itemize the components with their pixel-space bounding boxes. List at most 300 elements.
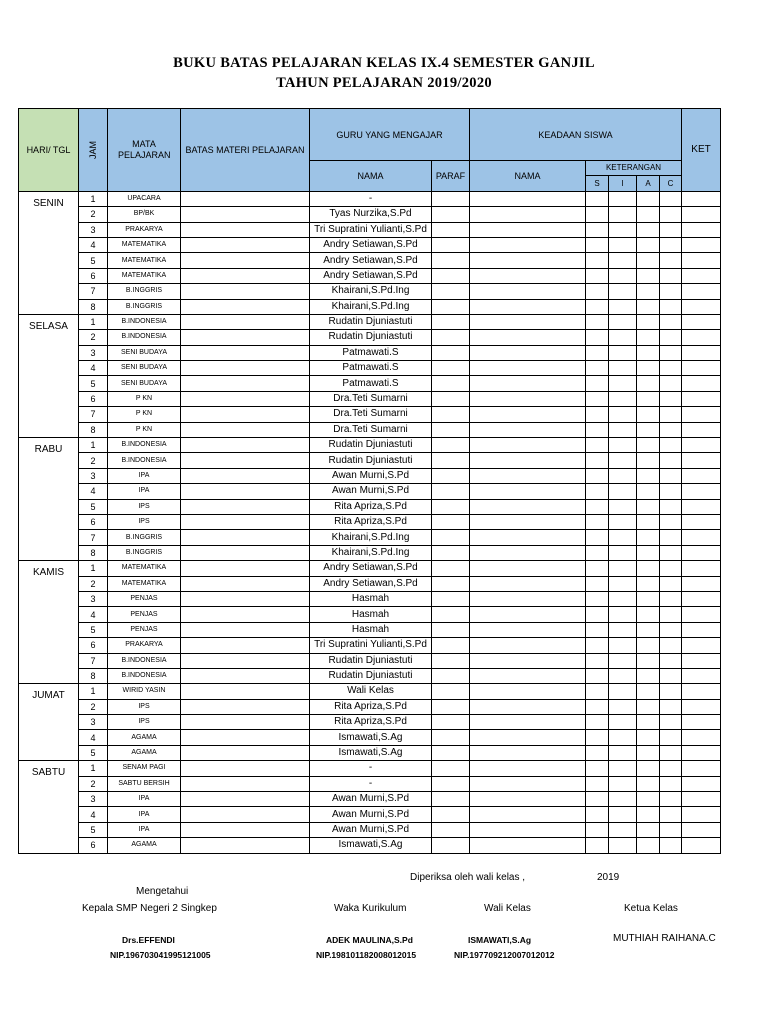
table-row — [19, 792, 721, 807]
jam-cell: 7 — [79, 530, 108, 545]
table-row — [19, 468, 721, 483]
c-cell — [660, 284, 682, 299]
mapel-cell: SENI BUDAYA — [108, 361, 181, 376]
i-cell — [609, 668, 637, 683]
guru-cell: Hasmah — [310, 607, 432, 622]
batas-materi-cell — [181, 391, 310, 406]
a-cell — [637, 484, 660, 499]
nama-siswa-cell — [470, 730, 586, 745]
a-cell — [637, 622, 660, 637]
s-cell — [586, 530, 609, 545]
i-cell — [609, 761, 637, 776]
mapel-cell: IPS — [108, 499, 181, 514]
guru-cell: Khairani,S.Pd.Ing — [310, 545, 432, 560]
c-cell — [660, 468, 682, 483]
jam-cell: 4 — [79, 361, 108, 376]
a-cell — [637, 591, 660, 606]
waka-nip: NIP.198101182008012015 — [316, 950, 417, 960]
c-cell — [660, 684, 682, 699]
header-nama-siswa: NAMA — [470, 161, 586, 192]
nama-siswa-cell — [470, 438, 586, 453]
a-cell — [637, 468, 660, 483]
header-paraf: PARAF — [432, 161, 470, 192]
jam-cell: 4 — [79, 237, 108, 252]
guru-cell: Tri Supratini Yulianti,S.Pd — [310, 222, 432, 237]
i-cell — [609, 792, 637, 807]
paraf-cell — [432, 376, 470, 391]
batas-materi-cell — [181, 838, 310, 853]
header-c: C — [660, 176, 682, 191]
table-row — [19, 761, 721, 776]
guru-cell: Andry Setiawan,S.Pd — [310, 253, 432, 268]
batas-materi-cell — [181, 792, 310, 807]
table-row — [19, 314, 721, 329]
i-cell — [609, 484, 637, 499]
nama-siswa-cell — [470, 268, 586, 283]
table-row — [19, 576, 721, 591]
a-cell — [637, 284, 660, 299]
a-cell — [637, 422, 660, 437]
i-cell — [609, 530, 637, 545]
paraf-cell — [432, 792, 470, 807]
jam-cell: 2 — [79, 453, 108, 468]
nama-siswa-cell — [470, 715, 586, 730]
guru-cell: Andry Setiawan,S.Pd — [310, 237, 432, 252]
s-cell — [586, 622, 609, 637]
ket-cell — [682, 191, 721, 206]
nama-siswa-cell — [470, 745, 586, 760]
nama-siswa-cell — [470, 361, 586, 376]
mapel-cell: B.INGGRIS — [108, 299, 181, 314]
c-cell — [660, 622, 682, 637]
c-cell — [660, 838, 682, 853]
nama-siswa-cell — [470, 638, 586, 653]
guru-cell: Ismawati,S.Ag — [310, 730, 432, 745]
guru-cell: Dra.Teti Sumarni — [310, 422, 432, 437]
guru-cell: Awan Murni,S.Pd — [310, 822, 432, 837]
day-name: RABU — [19, 438, 79, 561]
nama-siswa-cell — [470, 499, 586, 514]
nama-siswa-cell — [470, 822, 586, 837]
mapel-cell: MATEMATIKA — [108, 253, 181, 268]
header-keadaan: KEADAAN SISWA — [470, 109, 682, 161]
guru-cell: Rudatin Djuniastuti — [310, 438, 432, 453]
nama-siswa-cell — [470, 514, 586, 529]
header-hari: HARI/ TGL — [19, 109, 79, 192]
table-row — [19, 745, 721, 760]
jam-cell: 8 — [79, 668, 108, 683]
batas-materi-cell — [181, 361, 310, 376]
ket-cell — [682, 792, 721, 807]
nama-siswa-cell — [470, 299, 586, 314]
c-cell — [660, 730, 682, 745]
paraf-cell — [432, 484, 470, 499]
batas-materi-cell — [181, 653, 310, 668]
ket-cell — [682, 561, 721, 576]
i-cell — [609, 576, 637, 591]
mapel-cell: IPA — [108, 792, 181, 807]
s-cell — [586, 607, 609, 622]
header-i: I — [609, 176, 637, 191]
s-cell — [586, 453, 609, 468]
table-row — [19, 530, 721, 545]
batas-materi-cell — [181, 561, 310, 576]
mapel-cell: IPA — [108, 468, 181, 483]
s-cell — [586, 761, 609, 776]
a-cell — [637, 407, 660, 422]
diperiksa-text: Diperiksa oleh wali kelas , — [410, 872, 526, 883]
guru-cell: - — [310, 191, 432, 206]
i-cell — [609, 391, 637, 406]
nama-siswa-cell — [470, 330, 586, 345]
table-row — [19, 607, 721, 622]
c-cell — [660, 715, 682, 730]
mapel-cell: AGAMA — [108, 745, 181, 760]
s-cell — [586, 576, 609, 591]
nama-siswa-cell — [470, 484, 586, 499]
i-cell — [609, 653, 637, 668]
mapel-cell: P KN — [108, 407, 181, 422]
ket-cell — [682, 484, 721, 499]
a-cell — [637, 745, 660, 760]
s-cell — [586, 514, 609, 529]
c-cell — [660, 330, 682, 345]
c-cell — [660, 822, 682, 837]
nama-siswa-cell — [470, 807, 586, 822]
mapel-cell: B.INDONESIA — [108, 330, 181, 345]
c-cell — [660, 407, 682, 422]
mapel-cell: SABTU BERSIH — [108, 776, 181, 791]
guru-cell: Rudatin Djuniastuti — [310, 314, 432, 329]
paraf-cell — [432, 468, 470, 483]
paraf-cell — [432, 207, 470, 222]
a-cell — [637, 345, 660, 360]
paraf-cell — [432, 745, 470, 760]
ket-cell — [682, 438, 721, 453]
ket-cell — [682, 422, 721, 437]
a-cell — [637, 207, 660, 222]
table-row — [19, 730, 721, 745]
jam-cell: 3 — [79, 715, 108, 730]
s-cell — [586, 545, 609, 560]
guru-cell: Awan Murni,S.Pd — [310, 468, 432, 483]
jam-cell: 6 — [79, 838, 108, 853]
page-subtitle: TAHUN PELAJARAN 2019/2020 — [276, 75, 492, 91]
c-cell — [660, 453, 682, 468]
table-row — [19, 299, 721, 314]
i-cell — [609, 838, 637, 853]
batas-materi-cell — [181, 730, 310, 745]
nama-siswa-cell — [470, 407, 586, 422]
a-cell — [637, 668, 660, 683]
jam-cell: 4 — [79, 484, 108, 499]
jam-cell: 2 — [79, 576, 108, 591]
guru-cell: Wali Kelas — [310, 684, 432, 699]
paraf-cell — [432, 253, 470, 268]
i-cell — [609, 745, 637, 760]
ket-cell — [682, 453, 721, 468]
guru-cell: - — [310, 761, 432, 776]
guru-cell: Andry Setiawan,S.Pd — [310, 561, 432, 576]
c-cell — [660, 807, 682, 822]
s-cell — [586, 684, 609, 699]
batas-materi-cell — [181, 376, 310, 391]
guru-cell: Ismawati,S.Ag — [310, 838, 432, 853]
guru-cell: Andry Setiawan,S.Pd — [310, 268, 432, 283]
header-s: S — [586, 176, 609, 191]
batas-materi-cell — [181, 607, 310, 622]
jam-cell: 8 — [79, 299, 108, 314]
paraf-cell — [432, 591, 470, 606]
c-cell — [660, 576, 682, 591]
wali-nip: NIP.197709212007012012 — [454, 950, 555, 960]
jam-cell: 2 — [79, 330, 108, 345]
batas-materi-cell — [181, 314, 310, 329]
kepala-role: Kepala SMP Negeri 2 Singkep — [82, 903, 217, 914]
c-cell — [660, 391, 682, 406]
mapel-cell: IPA — [108, 807, 181, 822]
jam-cell: 4 — [79, 730, 108, 745]
jam-cell: 2 — [79, 776, 108, 791]
a-cell — [637, 530, 660, 545]
paraf-cell — [432, 330, 470, 345]
c-cell — [660, 745, 682, 760]
jam-cell: 7 — [79, 653, 108, 668]
table-row — [19, 638, 721, 653]
jam-cell: 1 — [79, 684, 108, 699]
s-cell — [586, 638, 609, 653]
paraf-cell — [432, 545, 470, 560]
ket-cell — [682, 253, 721, 268]
table-row — [19, 407, 721, 422]
nama-siswa-cell — [470, 453, 586, 468]
s-cell — [586, 699, 609, 714]
s-cell — [586, 715, 609, 730]
jam-cell: 7 — [79, 407, 108, 422]
paraf-cell — [432, 822, 470, 837]
batas-materi-cell — [181, 638, 310, 653]
a-cell — [637, 838, 660, 853]
ket-cell — [682, 391, 721, 406]
batas-materi-cell — [181, 468, 310, 483]
c-cell — [660, 514, 682, 529]
c-cell — [660, 268, 682, 283]
nama-siswa-cell — [470, 422, 586, 437]
s-cell — [586, 207, 609, 222]
batas-materi-cell — [181, 422, 310, 437]
paraf-cell — [432, 638, 470, 653]
table-row — [19, 684, 721, 699]
guru-cell: Patmawati.S — [310, 361, 432, 376]
jam-cell: 1 — [79, 191, 108, 206]
a-cell — [637, 330, 660, 345]
i-cell — [609, 453, 637, 468]
nama-siswa-cell — [470, 545, 586, 560]
table-row — [19, 422, 721, 437]
nama-siswa-cell — [470, 191, 586, 206]
mapel-cell: B.INGGRIS — [108, 284, 181, 299]
guru-cell: Rita Apriza,S.Pd — [310, 514, 432, 529]
waka-role: Waka Kurikulum — [334, 903, 407, 914]
ket-cell — [682, 530, 721, 545]
ket-cell — [682, 576, 721, 591]
ket-cell — [682, 330, 721, 345]
nama-siswa-cell — [470, 345, 586, 360]
c-cell — [660, 376, 682, 391]
c-cell — [660, 607, 682, 622]
mapel-cell: UPACARA — [108, 191, 181, 206]
mapel-cell: P KN — [108, 422, 181, 437]
jam-cell: 3 — [79, 222, 108, 237]
batas-materi-cell — [181, 745, 310, 760]
i-cell — [609, 822, 637, 837]
guru-cell: Dra.Teti Sumarni — [310, 391, 432, 406]
paraf-cell — [432, 422, 470, 437]
jam-cell: 4 — [79, 607, 108, 622]
batas-materi-cell — [181, 499, 310, 514]
c-cell — [660, 653, 682, 668]
mapel-cell: IPA — [108, 822, 181, 837]
table-row — [19, 622, 721, 637]
paraf-cell — [432, 361, 470, 376]
nama-siswa-cell — [470, 684, 586, 699]
a-cell — [637, 607, 660, 622]
mapel-cell: B.INDONESIA — [108, 314, 181, 329]
batas-materi-cell — [181, 591, 310, 606]
table-row — [19, 499, 721, 514]
a-cell — [637, 761, 660, 776]
paraf-cell — [432, 715, 470, 730]
ket-cell — [682, 807, 721, 822]
mapel-cell: P KN — [108, 391, 181, 406]
batas-materi-cell — [181, 253, 310, 268]
i-cell — [609, 330, 637, 345]
ket-cell — [682, 668, 721, 683]
nama-siswa-cell — [470, 237, 586, 252]
guru-cell: Patmawati.S — [310, 345, 432, 360]
nama-siswa-cell — [470, 761, 586, 776]
ket-cell — [682, 376, 721, 391]
s-cell — [586, 268, 609, 283]
c-cell — [660, 668, 682, 683]
c-cell — [660, 561, 682, 576]
c-cell — [660, 422, 682, 437]
table-row — [19, 807, 721, 822]
paraf-cell — [432, 699, 470, 714]
jam-cell: 3 — [79, 468, 108, 483]
i-cell — [609, 622, 637, 637]
batas-materi-cell — [181, 438, 310, 453]
ket-cell — [682, 361, 721, 376]
ket-cell — [682, 699, 721, 714]
ket-cell — [682, 545, 721, 560]
ket-cell — [682, 684, 721, 699]
s-cell — [586, 299, 609, 314]
paraf-cell — [432, 268, 470, 283]
table-row — [19, 330, 721, 345]
nama-siswa-cell — [470, 776, 586, 791]
c-cell — [660, 299, 682, 314]
table-row — [19, 222, 721, 237]
mapel-cell: MATEMATIKA — [108, 268, 181, 283]
i-cell — [609, 514, 637, 529]
day-name: JUMAT — [19, 684, 79, 761]
jam-cell: 3 — [79, 792, 108, 807]
paraf-cell — [432, 284, 470, 299]
table-row — [19, 545, 721, 560]
batas-materi-cell — [181, 715, 310, 730]
guru-cell: Khairani,S.Pd.Ing — [310, 530, 432, 545]
mapel-cell: SENI BUDAYA — [108, 345, 181, 360]
mapel-cell: IPS — [108, 715, 181, 730]
s-cell — [586, 222, 609, 237]
a-cell — [637, 299, 660, 314]
ket-cell — [682, 268, 721, 283]
s-cell — [586, 591, 609, 606]
paraf-cell — [432, 607, 470, 622]
batas-materi-cell — [181, 807, 310, 822]
table-row — [19, 514, 721, 529]
paraf-cell — [432, 561, 470, 576]
c-cell — [660, 545, 682, 560]
s-cell — [586, 745, 609, 760]
header-ket: KET — [682, 109, 721, 192]
mapel-cell: PRAKARYA — [108, 222, 181, 237]
s-cell — [586, 668, 609, 683]
i-cell — [609, 468, 637, 483]
guru-cell: Rudatin Djuniastuti — [310, 668, 432, 683]
ket-cell — [682, 514, 721, 529]
table-row — [19, 668, 721, 683]
jam-cell: 1 — [79, 314, 108, 329]
nama-siswa-cell — [470, 668, 586, 683]
c-cell — [660, 484, 682, 499]
ket-cell — [682, 237, 721, 252]
nama-siswa-cell — [470, 591, 586, 606]
jam-cell: 5 — [79, 745, 108, 760]
batas-materi-cell — [181, 207, 310, 222]
a-cell — [637, 376, 660, 391]
batas-materi-cell — [181, 822, 310, 837]
a-cell — [637, 514, 660, 529]
mapel-cell: B.INDONESIA — [108, 653, 181, 668]
i-cell — [609, 776, 637, 791]
jam-cell: 3 — [79, 345, 108, 360]
batas-materi-cell — [181, 345, 310, 360]
mapel-cell: B.INDONESIA — [108, 668, 181, 683]
table-row — [19, 822, 721, 837]
mapel-cell: PENJAS — [108, 622, 181, 637]
guru-cell: Awan Murni,S.Pd — [310, 807, 432, 822]
table-row — [19, 391, 721, 406]
a-cell — [637, 438, 660, 453]
paraf-cell — [432, 761, 470, 776]
i-cell — [609, 591, 637, 606]
ket-cell — [682, 207, 721, 222]
kepala-name: Drs.EFFENDI — [122, 935, 175, 945]
batas-materi-cell — [181, 530, 310, 545]
header-jam: JAM — [79, 109, 108, 192]
ket-cell — [682, 653, 721, 668]
mapel-cell: AGAMA — [108, 730, 181, 745]
header-batas-materi: BATAS MATERI PELAJARAN — [181, 109, 310, 192]
s-cell — [586, 653, 609, 668]
nama-siswa-cell — [470, 376, 586, 391]
mapel-cell: IPS — [108, 699, 181, 714]
s-cell — [586, 237, 609, 252]
i-cell — [609, 222, 637, 237]
ket-cell — [682, 715, 721, 730]
